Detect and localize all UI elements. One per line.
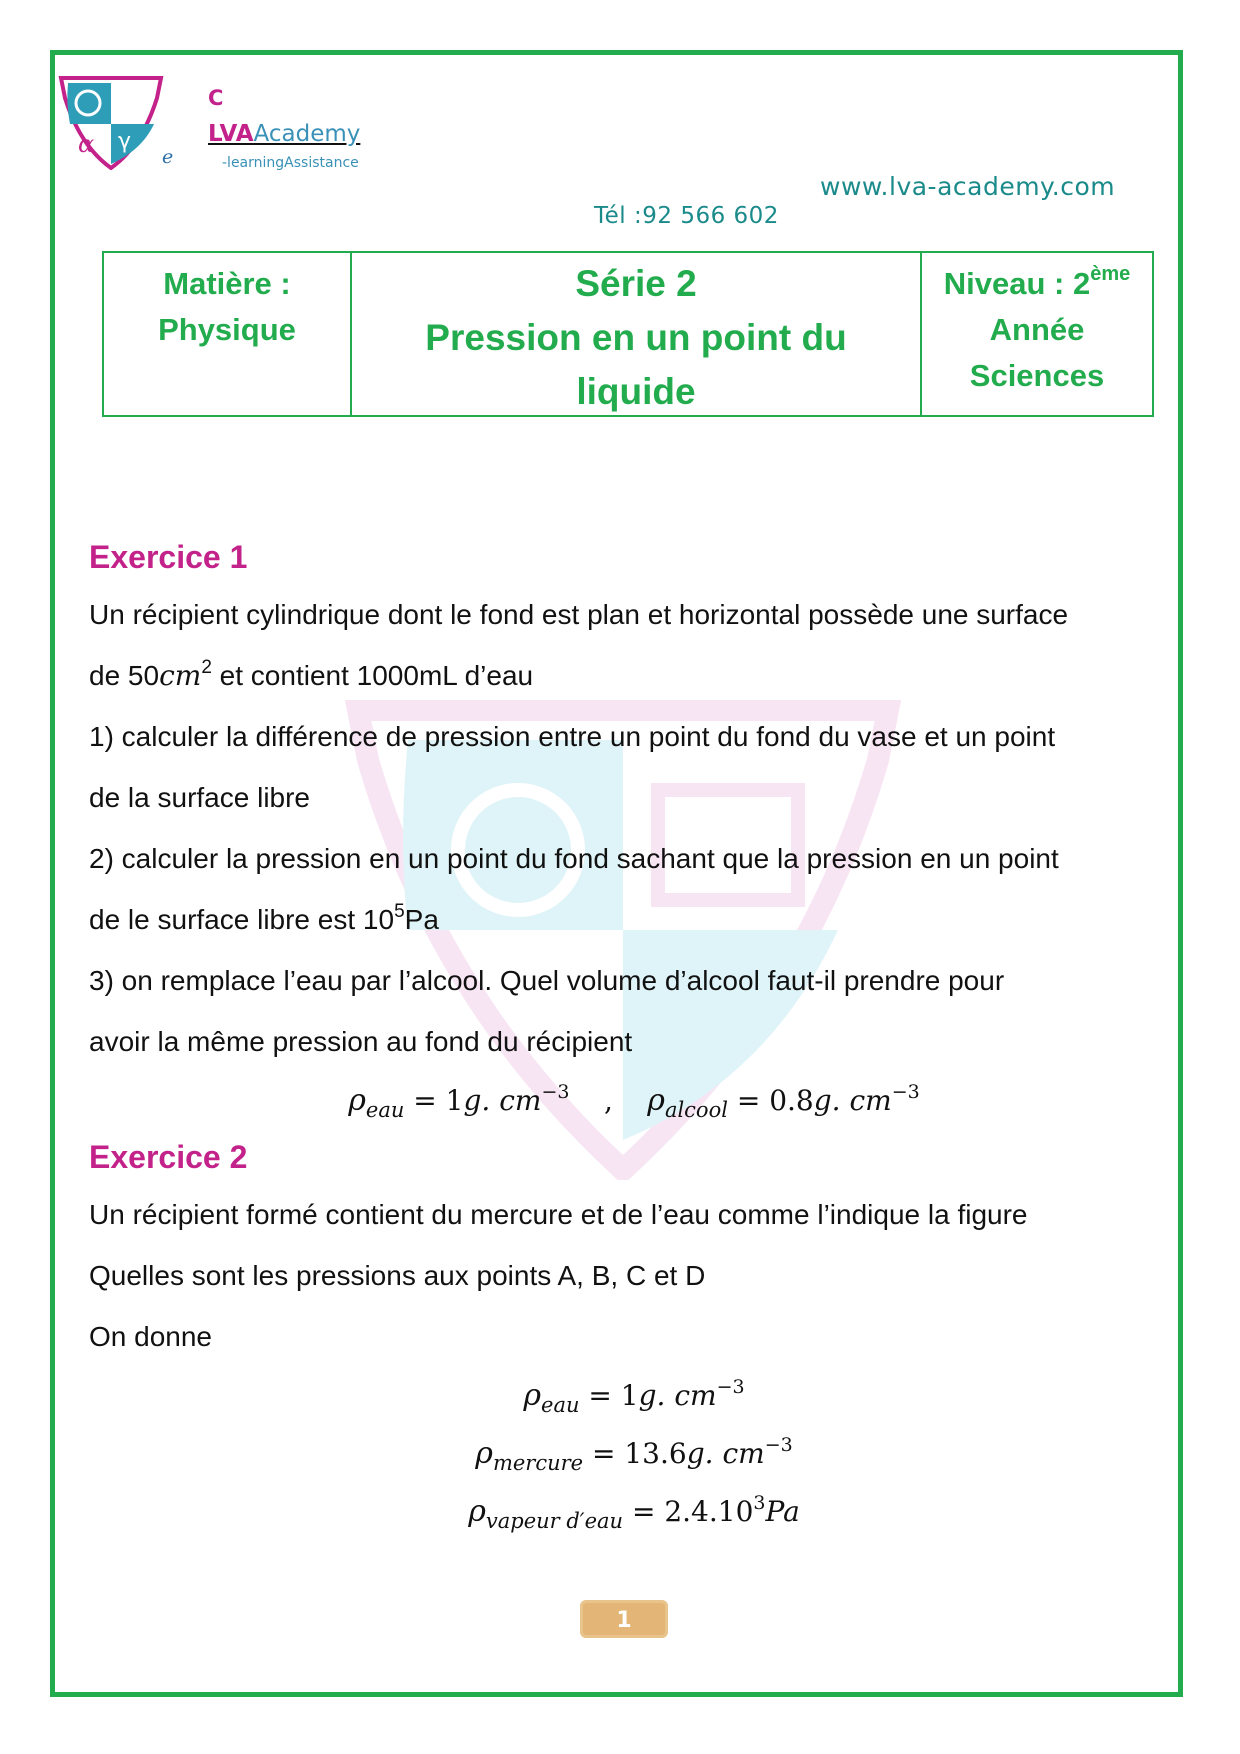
- exercise2-line2: Quelles sont les pressions aux points A, B, C et D: [89, 1260, 706, 1291]
- brand-academy: Academy: [253, 121, 361, 147]
- series-title-line2: liquide: [576, 371, 696, 412]
- vapour-pressure: $\rho_{vapeur d'eau} = 2.4.10^3Pa$: [468, 1492, 800, 1533]
- level-label: Niveau : 2ème: [943, 263, 1131, 301]
- brand-letter-e: e: [162, 146, 174, 168]
- brand-subtitle: -learningAssistance: [222, 155, 359, 171]
- subject-value: Physique: [158, 312, 296, 347]
- title-table: [102, 251, 1154, 417]
- page-number-badge: 1: [580, 1600, 668, 1638]
- exercise1-line1: Un récipient cylindrique dont le fond est plan et horizontal possède une surface: [89, 599, 1069, 630]
- exercise1-densities: $\rho_{eau} = 1g$. $cm^{-3}$ , $\rho_{alcool} = 0.8g$. $cm^{-3}$: [348, 1081, 920, 1122]
- series-number: Série 2: [575, 263, 697, 304]
- subject-cell: [104, 253, 352, 415]
- exercise2-line3: On donne: [89, 1321, 212, 1352]
- exercise1-title: Exercice 1: [89, 539, 248, 575]
- telephone: Tél :92 566 602: [594, 203, 779, 229]
- exercise1-line2: de $50cm^2$ et contient 1000mL d’eau: [89, 657, 534, 692]
- density-water: $\rho_{eau} = 1g$. $cm^{-3}$: [523, 1376, 745, 1417]
- svg-text:α: α: [78, 130, 95, 158]
- level-line2: Année: [989, 312, 1085, 347]
- exercises-content: [89, 530, 1179, 1541]
- brand-letter-c: C: [208, 86, 224, 110]
- level-cell: [922, 253, 1152, 415]
- level-line3: Sciences: [969, 358, 1105, 393]
- svg-text:γ: γ: [118, 129, 132, 154]
- series-cell: [352, 253, 922, 415]
- exercise1-question2a: 2) calculer la pression en un point du fond sachant que la pression en un point: [89, 843, 1059, 874]
- exercise1-question1b: de la surface libre: [89, 782, 311, 813]
- website-link[interactable]: www.lva-academy.com: [820, 172, 1116, 201]
- exercise1-question3b: avoir la même pression au fond du récipient: [89, 1026, 633, 1057]
- exercise1-question1a: 1) calculer la différence de pression entre un point du fond du vase et un point: [89, 721, 1056, 752]
- brand-name: [208, 121, 360, 147]
- brand-lva: LVA: [208, 121, 254, 147]
- exercise2-title: Exercice 2: [89, 1139, 248, 1175]
- lva-logo-icon: [58, 76, 164, 170]
- exercise2-line1: Un récipient formé contient du mercure et de l’eau comme l’indique la figure: [89, 1199, 1028, 1230]
- exercise1-question2b: de le surface libre est $10^5Pa$: [89, 901, 439, 935]
- series-title-line1: Pression en un point du: [425, 317, 847, 358]
- subject-label: Matière :: [163, 266, 291, 301]
- density-mercury: $\rho_{mercure} = 13.6g$. $cm^{-3}$: [475, 1434, 793, 1475]
- exercise1-question3a: 3) on remplace l’eau par l’alcool. Quel volume d’alcool faut-il prendre pour: [89, 965, 1005, 996]
